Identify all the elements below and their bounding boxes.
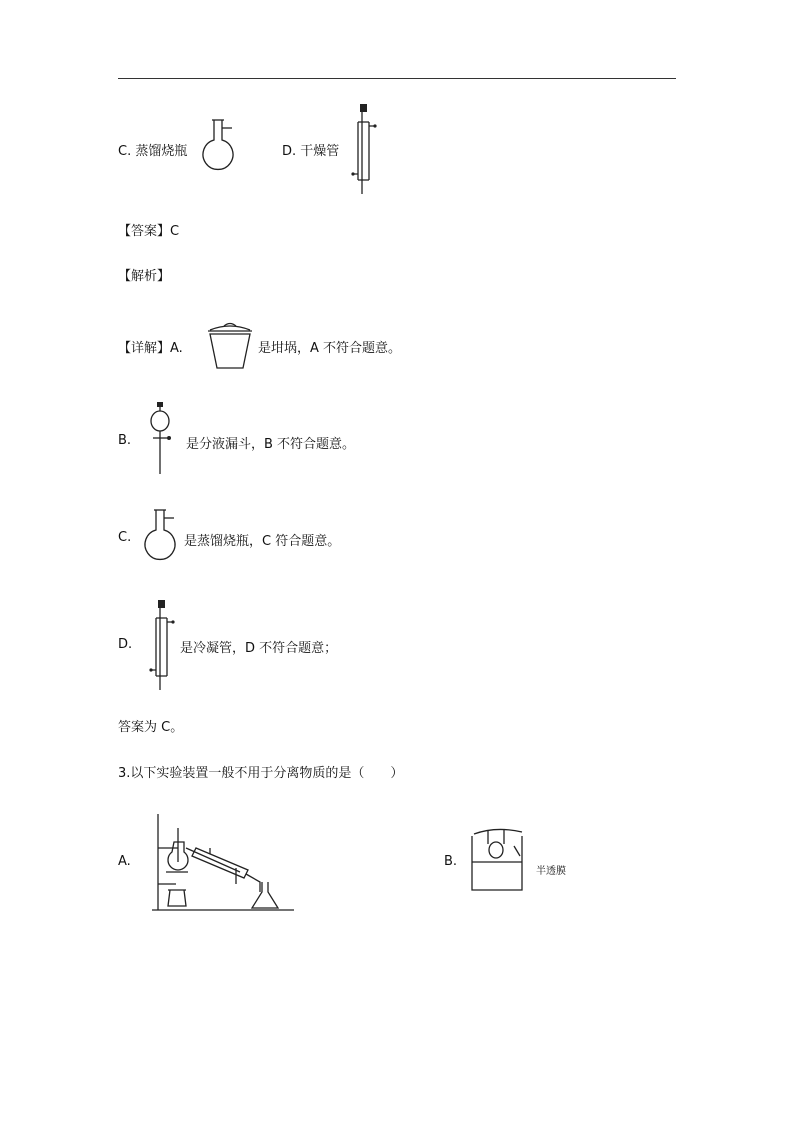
semipermeable-membrane-label: 半透膜	[536, 866, 566, 877]
distillation-flask-icon	[140, 508, 180, 568]
answer-text: 【答案】C	[118, 224, 180, 239]
detail-c-text: 是蒸馏烧瓶，C 符合题意。	[184, 534, 341, 549]
detail-d-text: 是冷凝管，D 不符合题意；	[180, 641, 338, 656]
header-rule	[118, 78, 676, 79]
detail-d-prefix: D.	[118, 637, 133, 652]
condenser-tube-icon	[148, 600, 176, 692]
question-3-stem: 3.以下实验装置一般不用于分离物质的是（ ）	[118, 766, 404, 781]
q3-option-b-label: B.	[444, 854, 458, 869]
condenser-tube-icon	[350, 104, 378, 196]
analysis-heading: 【解析】	[118, 269, 171, 284]
distillation-flask-icon	[198, 118, 238, 178]
option-d-label: D. 干燥管	[282, 144, 340, 159]
detail-b-text: 是分液漏斗，B 不符合题意。	[186, 437, 356, 452]
detail-a-prefix: 【详解】A.	[118, 341, 183, 356]
distillation-apparatus-icon	[148, 812, 298, 914]
detail-a-text: 是坩埚，A 不符合题意。	[258, 341, 402, 356]
option-c-label: C. 蒸馏烧瓶	[118, 144, 188, 159]
detail-b-prefix: B.	[118, 433, 132, 448]
separatory-funnel-icon	[145, 402, 175, 476]
conclusion-text: 答案为 C。	[118, 720, 184, 735]
detail-c-prefix: C.	[118, 530, 132, 545]
dialysis-beaker-icon	[466, 826, 530, 894]
crucible-icon	[205, 320, 255, 372]
q3-option-a-label: A.	[118, 854, 131, 869]
